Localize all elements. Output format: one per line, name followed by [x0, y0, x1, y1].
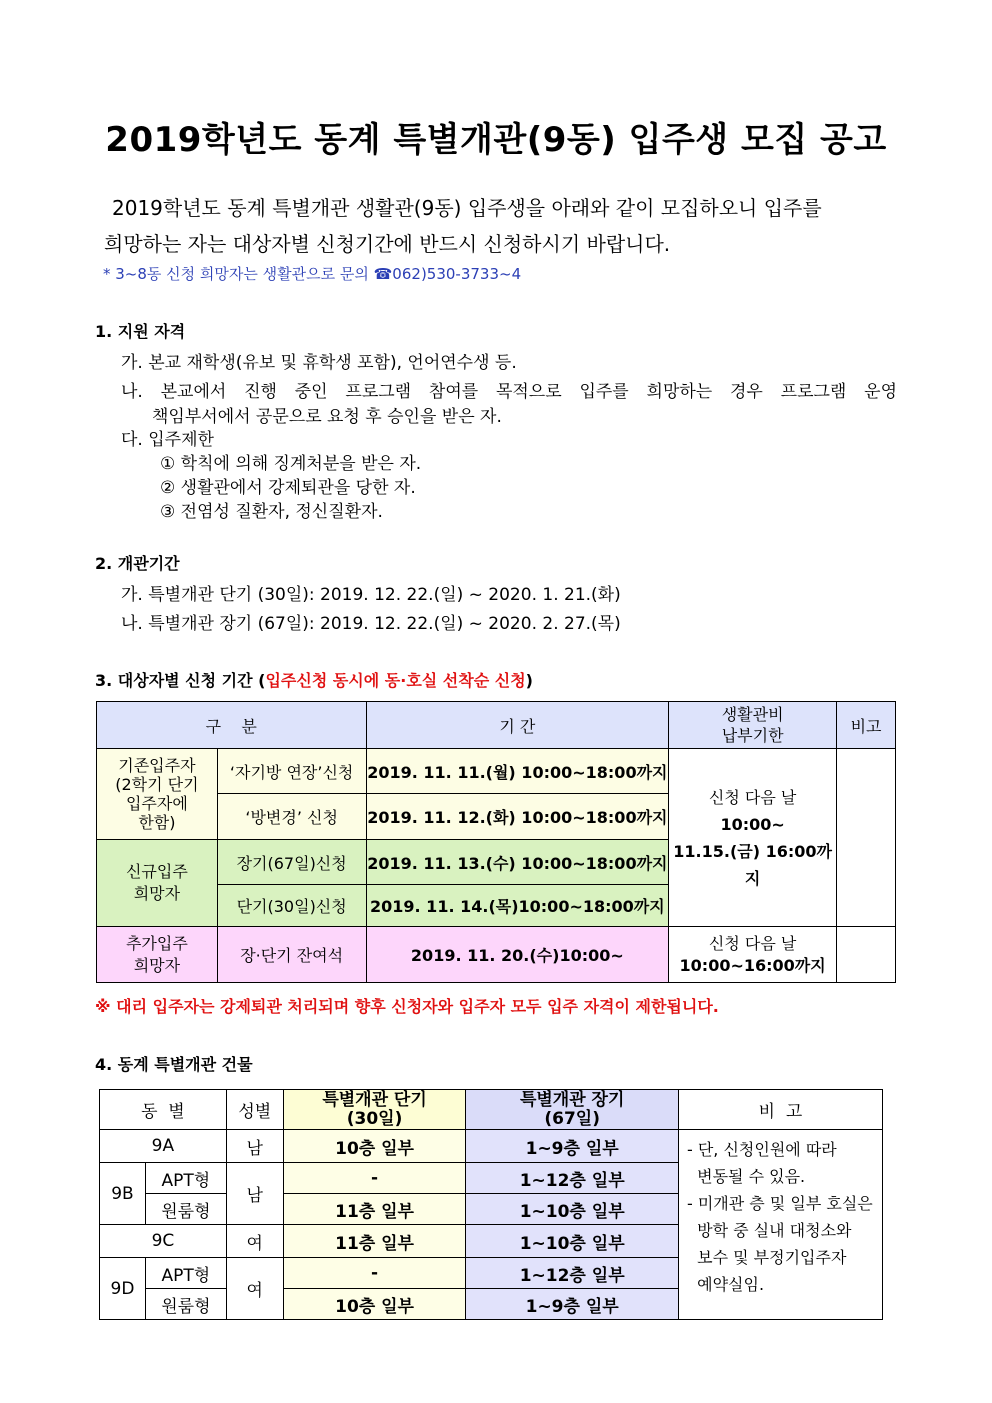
group-existing-line4: 한함) [138, 813, 176, 832]
intro-line-2: 희망하는 자는 대상자별 신청기간에 반드시 신청하시기 바랍니다. [104, 232, 671, 256]
type-9d-apt: APT형 [145, 1258, 226, 1289]
group-existing-line2: (2학기 단기 [115, 775, 199, 794]
building-table [99, 1089, 883, 1320]
period-room-extension: 2019. 11. 11.(월) 10:00~18:00까지 [366, 749, 669, 794]
group-additional-line2: 희망자 [133, 955, 181, 975]
sec1-restriction-1: ① 학칙에 의해 징계처분을 받은 자. [160, 454, 422, 474]
th-short-term [283, 1090, 466, 1130]
th-gender: 성별 [226, 1090, 283, 1130]
sec1-item-c: 다. 입주제한 [121, 430, 214, 450]
period-room-change: 2019. 11. 12.(화) 10:00~18:00까지 [366, 794, 669, 840]
short-9a: 10층 일부 [283, 1130, 466, 1163]
section-2-heading: 2. 개관기간 [95, 554, 180, 573]
section-3-heading [95, 668, 533, 691]
sec1-item-b-line2: 책임부서에서 공문으로 요청 후 승인을 받은 자. [152, 407, 502, 427]
gender-9d: 여 [226, 1258, 283, 1320]
type-room-change: ‘방변경’ 신청 [217, 794, 366, 840]
long-9d-apt: 1~12층 일부 [466, 1258, 679, 1289]
fee-deadline-b [669, 927, 837, 983]
th-division: 구 분 [97, 702, 367, 749]
long-9d-oneroom: 1~9층 일부 [466, 1289, 679, 1320]
bldg-9d: 9D [100, 1258, 146, 1320]
th-long-term-line1: 특별개관 장기 [519, 1089, 625, 1110]
long-9b-oneroom: 1~10층 일부 [466, 1194, 679, 1225]
type-9b-oneroom: 원룸형 [145, 1194, 226, 1225]
group-existing-line1: 기존입주자 [118, 756, 196, 775]
fee-deadline-b-line2: 10:00~16:00까지 [679, 955, 826, 975]
fee-deadline-b-line1: 신청 다음 날 [708, 933, 797, 953]
type-9d-oneroom: 원룸형 [145, 1289, 226, 1320]
period-short-term: 2019. 11. 14.(목)10:00~18:00까지 [366, 885, 669, 927]
section-3-heading-prefix: 3. 대상자별 신청 기간 ( [95, 671, 266, 690]
short-9d-apt: - [283, 1258, 466, 1289]
short-9c: 11층 일부 [283, 1225, 466, 1258]
section-3-heading-suffix: ) [525, 671, 533, 690]
long-9c: 1~10층 일부 [466, 1225, 679, 1258]
remarks-line-1: - 단, 신청인원에 따라 [686, 1140, 837, 1159]
group-new-line1: 신규입주 [125, 862, 188, 881]
inquiry-note: * 3~8동 신청 희망자는 생활관으로 문의 ☎062)530-3733~4 [103, 265, 522, 283]
group-additional-residents [97, 927, 218, 983]
group-existing-line3: 입주자에 [125, 794, 188, 813]
group-additional-line1: 추가입주 [125, 933, 188, 953]
type-9b-apt: APT형 [145, 1163, 226, 1194]
sec1-item-b-line1: 나. 본교에서 진행 중인 프로그램 참여를 목적으로 입주를 희망하는 경우 프로그램 운영 [121, 382, 897, 402]
bldg-9b: 9B [100, 1163, 146, 1225]
fee-deadline-a-line1: 신청 다음 날 [708, 787, 797, 807]
fee-deadline-a-line3: 11.15.(금) 16:00까지 [673, 841, 832, 888]
bldg-9c: 9C [100, 1225, 227, 1258]
sec1-restriction-3: ③ 전염성 질환자, 정신질환자. [160, 502, 383, 522]
gender-9c: 여 [226, 1225, 283, 1258]
remarks-line-5: 보수 및 부정기입주자 [686, 1248, 847, 1267]
th-short-term-line1: 특별개관 단기 [322, 1089, 427, 1110]
th-building: 동 별 [100, 1090, 227, 1130]
type-long-term: 장기(67일)신청 [217, 840, 366, 885]
sec1-restriction-2: ② 생활관에서 강제퇴관을 당한 자. [160, 478, 416, 498]
short-9b-apt: - [283, 1163, 466, 1194]
sec2-item-a: 가. 특별개관 단기 (30일): 2019. 12. 22.(일) ~ 2020. 1. 21.(화) [121, 585, 621, 605]
page-title: 2019학년도 동계 특별개관(9동) 입주생 모집 공고 [105, 120, 887, 160]
long-9a: 1~9층 일부 [466, 1130, 679, 1163]
period-remaining-seats: 2019. 11. 20.(수)10:00~ [366, 927, 669, 983]
sec2-item-b: 나. 특별개관 장기 (67일): 2019. 12. 22.(일) ~ 2020. 2. 27.(목) [121, 614, 621, 634]
th-long-term [466, 1090, 679, 1130]
short-9b-oneroom: 11층 일부 [283, 1194, 466, 1225]
remarks-line-6: 예약실임. [686, 1275, 765, 1294]
th-building-remarks: 비 고 [678, 1090, 882, 1130]
group-new-line2: 희망자 [133, 884, 181, 903]
th-period: 기 간 [366, 702, 669, 749]
th-fee-deadline [669, 702, 837, 749]
type-room-extension: ‘자기방 연장’신청 [217, 749, 366, 794]
fee-deadline-a [669, 749, 837, 927]
remarks-line-3: - 미개관 층 및 일부 호실은 [686, 1194, 873, 1213]
period-long-term: 2019. 11. 13.(수) 10:00~18:00까지 [366, 840, 669, 885]
group-new-residents [97, 840, 218, 927]
remarks-line-4: 방학 중 실내 대청소와 [686, 1221, 852, 1240]
gender-9b: 남 [226, 1163, 283, 1225]
group-existing-residents [97, 749, 218, 840]
th-short-term-line2: (30일) [346, 1108, 403, 1129]
intro-paragraph [104, 190, 899, 262]
building-remarks [678, 1130, 882, 1320]
long-9b-apt: 1~12층 일부 [466, 1163, 679, 1194]
intro-line-1: 2019학년도 동계 특별개관 생활관(9동) 입주생을 아래와 같이 모집하오니 입주를 [112, 196, 822, 220]
type-short-term: 단기(30일)신청 [217, 885, 366, 927]
short-9d-oneroom: 10층 일부 [283, 1289, 466, 1320]
fee-deadline-a-line2: 10:00~ [720, 814, 785, 834]
application-period-table [96, 701, 896, 983]
sec1-item-a: 가. 본교 재학생(유보 및 휴학생 포함), 언어연수생 등. [121, 353, 517, 373]
th-long-term-line2: (67일) [544, 1108, 600, 1129]
gender-9a: 남 [226, 1130, 283, 1163]
remarks-line-2: 변동될 수 있음. [686, 1167, 806, 1186]
th-remarks: 비고 [837, 702, 896, 749]
remarks-a [837, 749, 896, 927]
section-1-heading: 1. 지원 자격 [95, 322, 186, 341]
bldg-9a: 9A [100, 1130, 227, 1163]
section-4-heading: 4. 동계 특별개관 건물 [95, 1055, 253, 1074]
proxy-warning: ※ 대리 입주자는 강제퇴관 처리되며 향후 신청자와 입주자 모두 입주 자격이 제한됩니다. [95, 997, 719, 1016]
th-fee-deadline-line1: 생활관비 [721, 705, 784, 724]
remarks-b [837, 927, 896, 983]
type-remaining-seats: 장·단기 잔여석 [217, 927, 366, 983]
th-fee-deadline-line2: 납부기한 [721, 726, 784, 745]
section-3-heading-emphasis: 입주신청 동시에 동·호실 선착순 신청 [265, 671, 526, 690]
